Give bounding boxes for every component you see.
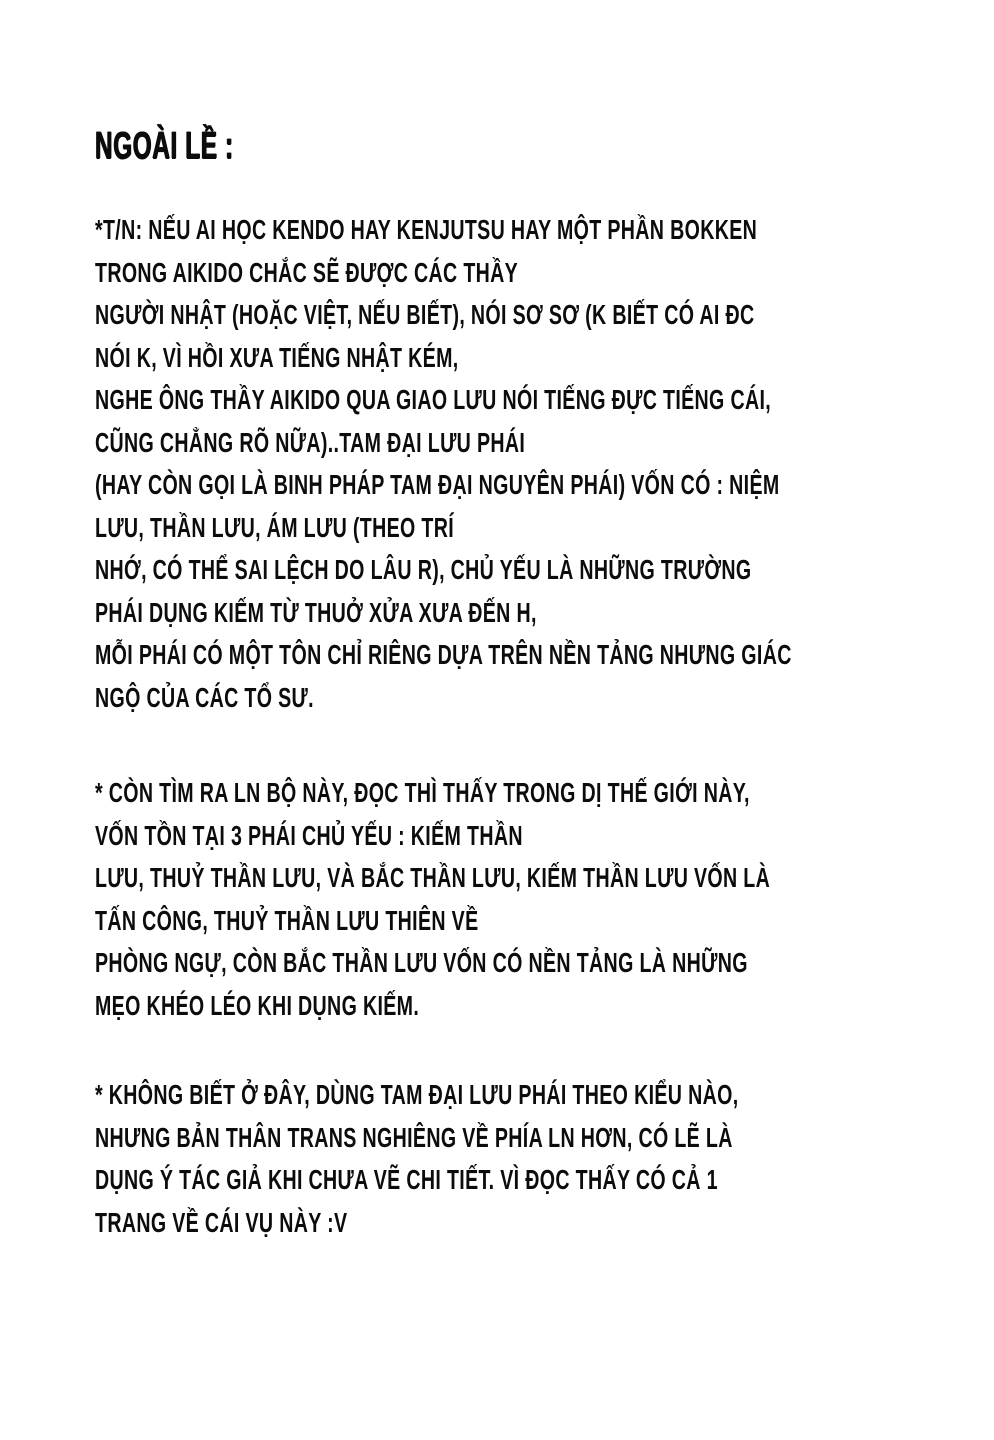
text-line: NÓI K, VÌ HỒI XƯA TIẾNG NHẬT KÉM,	[95, 341, 459, 373]
page-title: NGOÀI LỀ :	[95, 125, 234, 167]
text-line: NGHE ÔNG THẦY AIKIDO QUA GIAO LƯU NÓI TIẾNG ĐỰC TIẾNG CÁI,	[95, 384, 772, 415]
text-line: LƯU, THUỶ THẦN LƯU, VÀ BẮC THẦN LƯU, KIẾM THẦN LƯU VỐN LÀ	[95, 862, 771, 893]
text-line: NHỚ, CÓ THỂ SAI LỆCH DO LÂU R), CHỦ YẾU LÀ NHỮNG TRƯỜNG	[95, 554, 752, 585]
text-line: TRONG AIKIDO CHẮC SẼ ĐƯỢC CÁC THẦY	[95, 256, 519, 288]
paragraph-trans-opinion	[95, 1074, 994, 1244]
text-line: * KHÔNG BIẾT Ở ĐÂY, DÙNG TAM ĐẠI LƯU PHÁI THEO KIỂU NÀO,	[95, 1079, 739, 1110]
text-line: *T/N: NẾU AI HỌC KENDO HAY KENJUTSU HAY MỘT PHẦN BOKKEN	[95, 214, 758, 245]
text-line: NGƯỜI NHẬT (HOẶC VIỆT, NẾU BIẾT), NÓI SƠ SƠ (K BIẾT CÓ AI ĐC	[95, 299, 755, 330]
text-line: MẸO KHÉO LÉO KHI DỤNG KIẾM.	[95, 989, 420, 1021]
text-line: LƯU, THẦN LƯU, ÁM LƯU (THEO TRÍ	[95, 511, 455, 543]
text-line: MỖI PHÁI CÓ MỘT TÔN CHỈ RIÊNG DỰA TRÊN NỀN TẢNG NHƯNG GIÁC	[95, 639, 792, 670]
text-line: * CÒN TÌM RA LN BỘ NÀY, ĐỌC THÌ THẤY TRONG DỊ THẾ GIỚI NÀY,	[95, 777, 750, 808]
text-line: (HAY CÒN GỌI LÀ BINH PHÁP TAM ĐẠI NGUYÊN PHÁI) VỐN CÓ : NIỆM	[95, 469, 780, 500]
paragraph-ln-three-schools	[95, 772, 994, 1027]
text-line: TRANG VỀ CÁI VỤ NÀY :V	[95, 1206, 348, 1238]
text-line: PHÁI DỤNG KIẾM TỪ THUỞ XỬA XƯA ĐẾN H,	[95, 596, 537, 628]
text-line: NHƯNG BẢN THÂN TRANS NGHIÊNG VỀ PHÍA LN HƠN, CÓ LẼ LÀ	[95, 1121, 733, 1153]
text-line: NGỘ CỦA CÁC TỔ SƯ.	[95, 681, 314, 713]
text-line: VỐN TỒN TẠI 3 PHÁI CHỦ YẾU : KIẾM THẦN	[95, 819, 523, 851]
paragraph-tn-kendo-note	[95, 209, 994, 719]
text-line: TẤN CÔNG, THUỶ THẦN LƯU THIÊN VỀ	[95, 904, 479, 936]
text-line: CŨNG CHẲNG RÕ NỮA)..TAM ĐẠI LƯU PHÁI	[95, 426, 526, 458]
text-line: PHÒNG NGỰ, CÒN BẮC THẦN LƯU VỐN CÓ NỀN TẢNG LÀ NHỮNG	[95, 947, 748, 978]
text-line: DỤNG Ý TÁC GIẢ KHI CHƯA VẼ CHI TIẾT. VÌ ĐỌC THẤY CÓ CẢ 1	[95, 1164, 718, 1195]
